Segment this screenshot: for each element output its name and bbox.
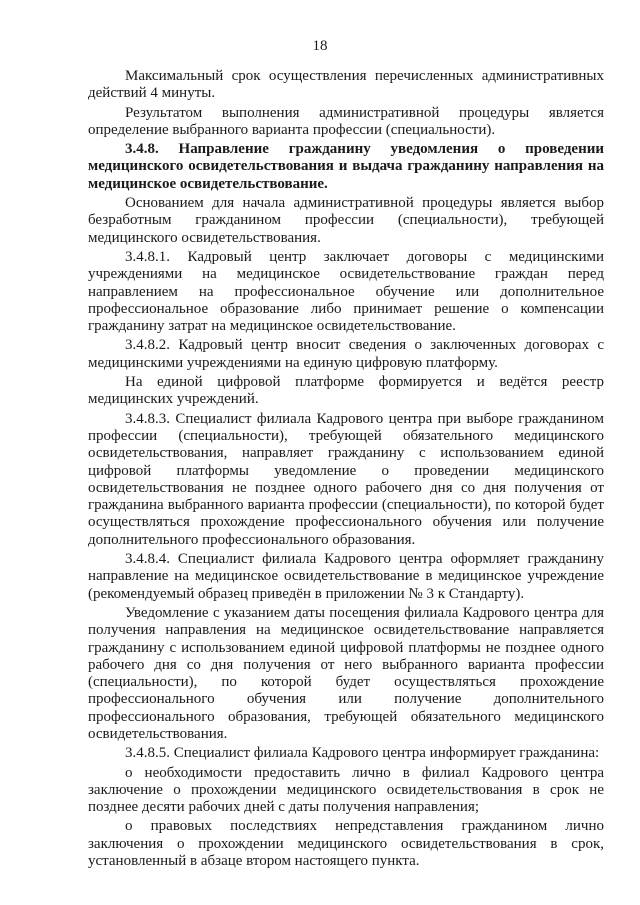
- paragraph: На единой цифровой платформе формируется и ведётся реестр медицинских учреждений.: [88, 374, 604, 408]
- paragraph: о необходимости предоставить лично в филиал Кадрового центра заключение о прохождении медицинского освидетельствования в срок не позднее десяти рабочих дней с даты получения направления;: [88, 764, 604, 816]
- paragraph: Максимальный срок осуществления перечисленных административных действий 4 минуты.: [88, 68, 604, 102]
- page-number: 18: [312, 38, 328, 54]
- paragraph: 3.4.8.1. Кадровый центр заключает договоры с медицинскими учреждениями на медицинское освидетельствование граждан перед направлением на профессиональное обучение или дополнительное профессиональное образование либо принимает решение о компенсации гражданину затрат на медицинское освидетельствование.: [88, 248, 604, 335]
- paragraph: Уведомление с указанием даты посещения филиала Кадрового центра для получения направления на медицинское освидетельствование направляется гражданину с использованием единой цифровой платформы не позднее одного рабочего дня со дня получения от него выбранного варианта профессии (специальности), по которой будет осуществляться прохождение профессионального обучения или получение дополнительного профессионального образования, требующей обязательного медицинского освидетельствования.: [88, 604, 604, 742]
- paragraph: 3.4.8.2. Кадровый центр вносит сведения о заключенных договорах с медицинскими учреждениями на единую цифровую платформу.: [88, 337, 604, 371]
- paragraph: Результатом выполнения административной процедуры является определение выбранного варианта профессии (специальности).: [88, 104, 604, 138]
- paragraph: 3.4.8.5. Специалист филиала Кадрового центра информирует гражданина:: [125, 745, 600, 762]
- document-body: [88, 68, 604, 870]
- paragraph: 3.4.8.4. Специалист филиала Кадрового центра оформляет гражданину направление на медицинское освидетельствование в медицинское учреждение (рекомендуемый образец приведён в приложении № 3 к Стандарту).: [88, 551, 604, 602]
- paragraph: о правовых последствиях непредставления гражданином лично заключения о прохождении медицинского освидетельствования в срок, установленный в абзаце втором настоящего пункта.: [88, 818, 604, 870]
- paragraph: Основанием для начала административной процедуры является выбор безработным гражданином профессии (специальности), требующей медицинского освидетельствования.: [88, 195, 604, 246]
- section-heading: 3.4.8. Направление гражданину уведомления о проведении медицинского освидетельствования и выдача гражданину направления на медицинское освидетельствование.: [88, 141, 604, 192]
- paragraph: 3.4.8.3. Специалист филиала Кадрового центра при выборе гражданином профессии (специальности), требующей обязательного медицинского освидетельствования, направляет гражданину с использованием единой цифровой платформы уведомление о проведении медицинского освидетельствования не позднее одного рабочего дня со дня получения от гражданина выбранного варианта профессии (специальности), по которой будет осуществляться прохождение профессионального обучения или получение дополнительного профессионального образования.: [88, 410, 604, 548]
